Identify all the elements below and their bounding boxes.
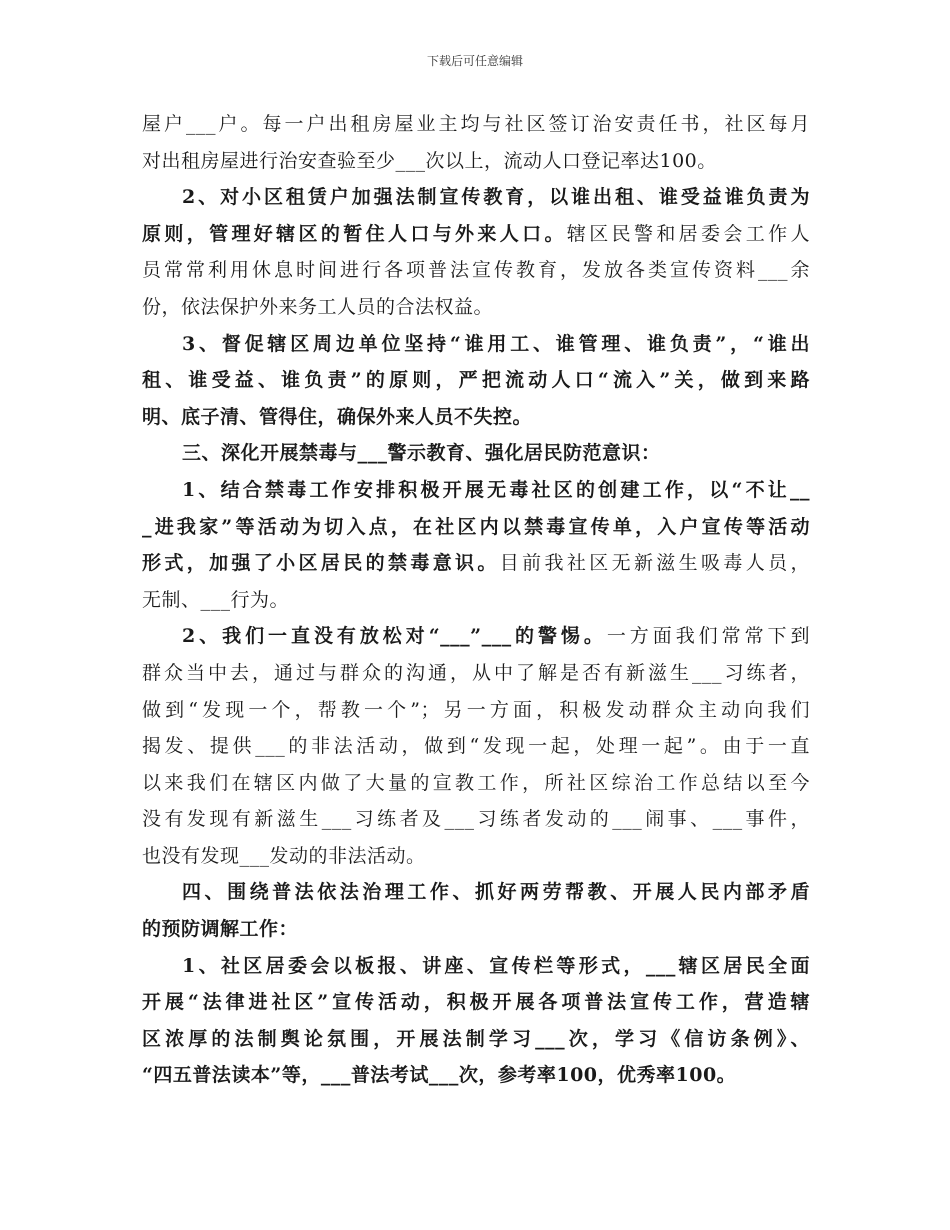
text-line [142,289,810,326]
bold-text-segment: 1、社区居委会以板报、讲座、宣传栏等形式，___辖区居民全面 [182,954,810,977]
text-line [142,362,810,399]
text-segment: 没有发现有新滋生___习练者及___习练者发动的___闹事、___事件， [142,808,810,831]
text-line [142,1057,810,1094]
document-body [142,106,810,1094]
text-segment: 做到“发现一个，帮教一个”；另一方面，积极发动群众主动向我们 [142,698,810,721]
text-segment: 也没有发现___发动的非法活动。 [142,844,426,867]
text-line [142,801,810,838]
text-line [142,765,810,802]
text-line [142,472,810,509]
bold-text-segment: 的预防调解工作： [142,918,299,941]
bold-text-segment: 1、结合禁毒工作安排积极开展无毒社区的创建工作，以“不让__ [182,478,810,501]
text-line [142,655,810,692]
text-segment: 份，依法保护外来务工人员的合法权益。 [142,295,494,318]
text-line [142,984,810,1021]
text-line [142,143,810,180]
bold-text-segment: 开展“法律进社区”宣传活动，积极开展各项普法宣传工作，营造辖 [142,991,810,1014]
text-line [142,838,810,875]
text-line [142,216,810,253]
page-header-note: 下载后可任意编辑 [426,54,523,68]
text-segment: 辖区民警和居委会工作人 [566,222,810,245]
bold-text-segment: 形式，加强了小区居民的禁毒意识。 [142,552,500,575]
text-segment: 员常常利用休息时间进行各项普法宣传教育，发放各类宣传资料___余 [142,259,810,282]
bold-text-segment: 3、督促辖区周边单位坚持“谁用工、谁管理、谁负责”，“谁出 [182,332,810,355]
text-segment: 群众当中去，通过与群众的沟通，从中了解是否有新滋生___习练者， [142,661,810,684]
text-line [142,1021,810,1058]
bold-text-segment: 2、对小区租赁户加强法制宣传教育，以谁出租、谁受益谁负责为 [182,186,810,209]
text-segment: 揭发、提供___的非法活动，做到“发现一起，处理一起”。由于一直 [142,735,810,758]
bold-text-segment: 明、底子清、管得住，确保外来人员不失控。 [142,405,533,428]
text-line [142,252,810,289]
text-line [142,326,810,363]
text-line [142,911,810,948]
text-segment: 以来我们在辖区内做了大量的宣教工作，所社区综治工作总结以至今 [142,771,810,794]
text-line [142,692,810,729]
text-line [142,106,810,143]
bold-text-segment: 区浓厚的法制舆论氛围，开展法制学习___次，学习《信访条例》、 [142,1027,810,1050]
text-line [142,545,810,582]
text-line [142,618,810,655]
text-segment: 目前我社区无新滋生吸毒人员， [499,552,810,575]
text-segment: 无制、___行为。 [142,588,290,611]
text-segment: 一方面我们常常下到 [606,625,810,648]
text-line [142,509,810,546]
text-line [142,948,810,985]
text-segment: 对出租房屋进行治安查验至少___次以上，流动人口登记率达100。 [142,149,717,172]
text-line [142,728,810,765]
text-line [142,582,810,619]
bold-text-segment: 原则，管理好辖区的暂住人口与外来人口。 [142,222,567,245]
text-line [142,435,810,472]
text-line [142,179,810,216]
text-line [142,874,810,911]
bold-text-segment: “四五普法读本”等，___普法考试___次，参考率100，优秀率100。 [142,1064,737,1087]
bold-text-segment: _进我家”等活动为切入点，在社区内以禁毒宣传单，入户宣传等活动 [142,515,810,538]
bold-text-segment: 2、我们一直没有放松对“___”___的警惕。 [182,625,607,648]
bold-text-segment: 四、围绕普法依法治理工作、抓好两劳帮教、开展人民内部矛盾 [182,881,810,904]
bold-text-segment: 三、深化开展禁毒与___警示教育、强化居民防范意识： [182,442,661,465]
bold-text-segment: 租、谁受益、谁负责”的原则，严把流动人口“流入”关，做到来路 [142,369,810,392]
text-line [142,399,810,436]
text-segment: 屋户___户。每一户出租房屋业主均与社区签订治安责任书，社区每月 [142,113,810,135]
